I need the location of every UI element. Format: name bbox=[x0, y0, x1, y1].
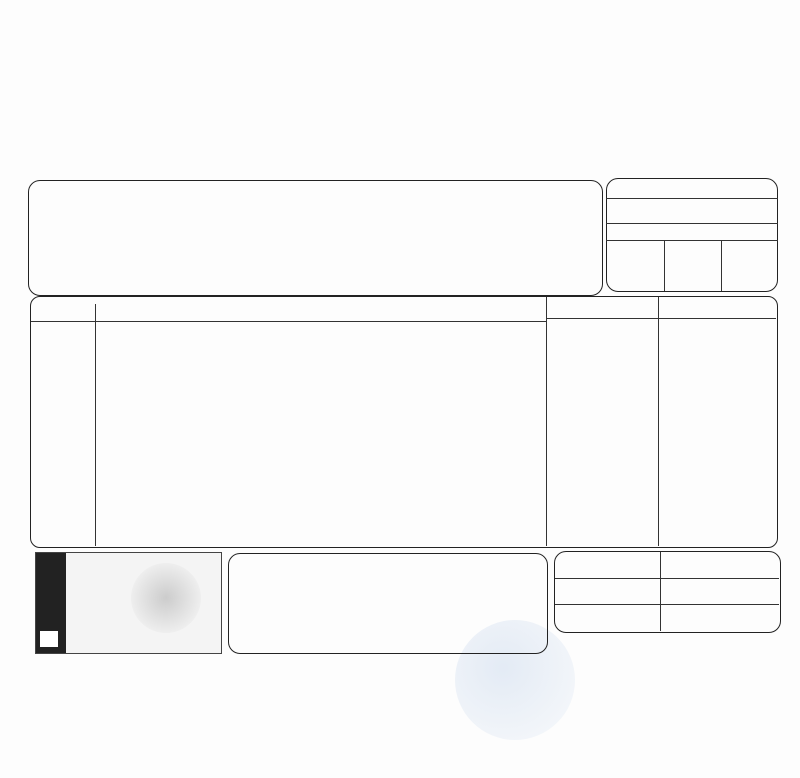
items-table bbox=[30, 296, 778, 548]
totals-box bbox=[554, 551, 781, 633]
client-box bbox=[28, 180, 603, 296]
factura-box bbox=[606, 178, 778, 292]
cantidad-letra-box bbox=[228, 553, 548, 654]
cedula-identificacion-fiscal bbox=[35, 552, 222, 654]
shcp-logo-icon bbox=[40, 631, 58, 647]
qr-code-stamp bbox=[131, 563, 201, 633]
